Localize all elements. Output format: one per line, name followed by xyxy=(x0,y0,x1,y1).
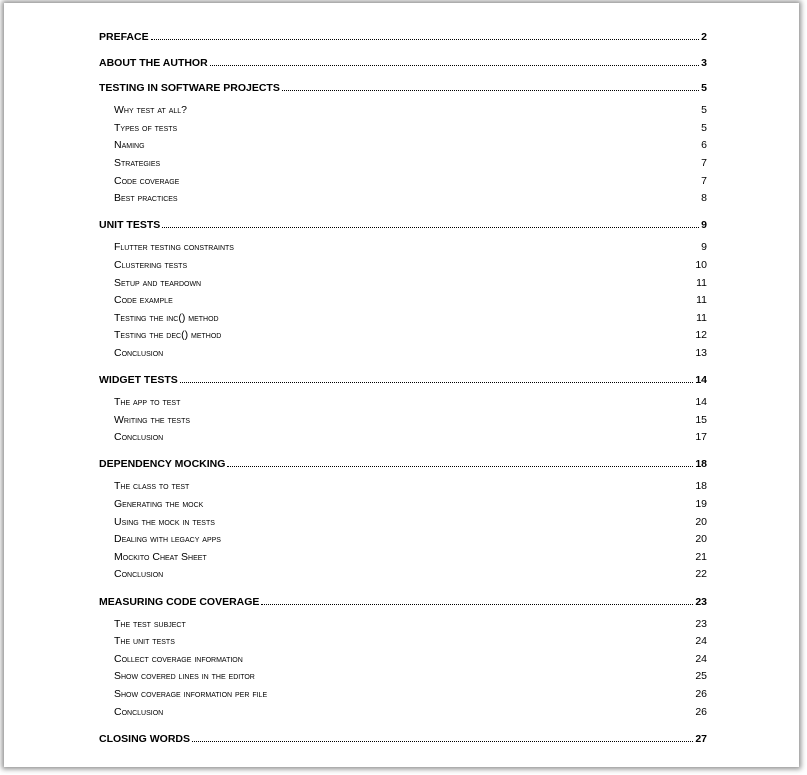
toc-section[interactable] xyxy=(99,155,707,173)
toc-chapter-title: MEASURING CODE COVERAGE xyxy=(99,595,260,608)
toc-section-title: Naming xyxy=(114,139,145,152)
toc-chapter-page-number: 23 xyxy=(695,595,707,608)
toc-section[interactable] xyxy=(99,633,707,651)
toc-section[interactable] xyxy=(99,120,707,138)
toc-chapter-page-number: 14 xyxy=(695,374,707,387)
toc-section[interactable] xyxy=(99,704,707,722)
toc-section[interactable] xyxy=(99,531,707,549)
toc-section[interactable] xyxy=(99,514,707,532)
toc-section[interactable] xyxy=(99,239,707,257)
toc-section-title: Show coverage information per file xyxy=(114,688,268,700)
toc-section-page-number: 9 xyxy=(701,241,707,254)
toc-section-page-number: 18 xyxy=(695,480,707,493)
toc-section-title: Clustering tests xyxy=(114,258,188,271)
toc-section-page-number: 26 xyxy=(695,688,707,700)
toc-section-title: Conclusion xyxy=(114,346,164,359)
document-page xyxy=(4,3,799,767)
toc-chapter-page-number: 18 xyxy=(695,458,707,471)
toc-section-page-number: 6 xyxy=(701,139,707,152)
toc-section-title: Best practices xyxy=(114,192,178,205)
toc-section-page-number: 5 xyxy=(701,104,707,117)
toc-chapter[interactable] xyxy=(99,80,707,96)
toc-dot-leader xyxy=(227,466,693,467)
toc-chapter-page-number: 5 xyxy=(701,82,707,95)
toc-section[interactable] xyxy=(99,429,707,447)
toc-chapter-title: WIDGET TESTS xyxy=(99,374,178,387)
toc-chapter[interactable] xyxy=(99,594,707,610)
toc-section[interactable] xyxy=(99,102,707,120)
toc-section-page-number: 14 xyxy=(695,396,707,409)
toc-section-page-number: 11 xyxy=(696,276,707,289)
toc-section[interactable] xyxy=(99,292,707,310)
toc-chapter[interactable] xyxy=(99,372,707,388)
toc-section[interactable] xyxy=(99,549,707,567)
toc-section-title: Flutter testing constraints xyxy=(114,241,234,254)
toc-section-title: Setup and teardown xyxy=(114,276,202,289)
toc-section[interactable] xyxy=(99,668,707,686)
toc-chapter[interactable] xyxy=(99,29,707,45)
toc-dot-leader xyxy=(162,227,699,228)
toc-section-title: Writing the tests xyxy=(114,413,191,426)
toc-section-title: Conclusion xyxy=(114,705,164,718)
toc-section-page-number: 12 xyxy=(695,329,707,342)
toc-section-title: The test subject xyxy=(114,617,186,630)
toc-chapter-title: UNIT TESTS xyxy=(99,219,161,232)
toc-section-page-number: 8 xyxy=(701,192,707,205)
toc-section-title: Testing the inc() method xyxy=(114,311,219,324)
toc-section-title: Testing the dec() method xyxy=(114,329,222,342)
toc-chapter[interactable] xyxy=(99,456,707,472)
toc-dot-leader xyxy=(210,65,699,66)
toc-section-title: The unit tests xyxy=(114,635,175,648)
toc-section-title: The app to test xyxy=(114,396,181,409)
toc-section[interactable] xyxy=(99,257,707,275)
toc-dot-leader xyxy=(180,382,694,383)
toc-section-title: Why test at all? xyxy=(114,104,187,117)
toc-section-page-number: 5 xyxy=(701,121,707,134)
toc-chapter-page-number: 2 xyxy=(701,31,707,43)
toc-section[interactable] xyxy=(99,566,707,584)
toc-section-page-number: 15 xyxy=(695,413,707,426)
toc-section[interactable] xyxy=(99,478,707,496)
toc-section-page-number: 11 xyxy=(696,294,707,307)
toc-chapter-title: TESTING IN SOFTWARE PROJECTS xyxy=(99,82,280,95)
toc-chapter-title: ABOUT THE AUTHOR xyxy=(99,56,208,69)
toc-chapter-title: DEPENDENCY MOCKING xyxy=(99,458,226,471)
toc-chapter-page-number: 3 xyxy=(701,56,707,69)
toc-section[interactable] xyxy=(99,616,707,634)
toc-section-title: Conclusion xyxy=(114,568,164,581)
toc-dot-leader xyxy=(151,39,700,40)
toc-section-title: Show covered lines in the editor xyxy=(114,670,255,683)
toc-section-title: Code coverage xyxy=(114,174,180,187)
toc-section[interactable] xyxy=(99,327,707,345)
toc-section[interactable] xyxy=(99,173,707,191)
toc-chapter[interactable] xyxy=(99,55,707,71)
toc-section-page-number: 13 xyxy=(695,346,707,359)
toc-section-page-number: 20 xyxy=(695,533,707,546)
toc-section-page-number: 19 xyxy=(695,498,707,511)
toc-section-title: Using the mock in tests xyxy=(114,515,215,528)
toc-section-title: Generating the mock xyxy=(114,498,204,511)
toc-section-page-number: 25 xyxy=(695,670,707,683)
toc-section[interactable] xyxy=(99,345,707,363)
toc-section-page-number: 21 xyxy=(695,550,707,563)
table-of-contents xyxy=(99,29,707,747)
toc-section-title: Types of tests xyxy=(114,121,178,134)
toc-section-title: The class to test xyxy=(114,480,190,493)
toc-section[interactable] xyxy=(99,394,707,412)
toc-section-page-number: 10 xyxy=(695,258,707,271)
toc-chapter-page-number: 9 xyxy=(701,219,707,232)
toc-section-page-number: 26 xyxy=(695,705,707,718)
toc-section-title: Dealing with legacy apps xyxy=(114,533,221,546)
toc-section-title: Code example xyxy=(114,294,173,307)
toc-section-page-number: 22 xyxy=(695,568,707,581)
toc-section-page-number: 11 xyxy=(696,311,707,324)
toc-section-page-number: 20 xyxy=(695,515,707,528)
toc-section[interactable] xyxy=(99,686,707,704)
toc-section-title: Conclusion xyxy=(114,431,164,444)
toc-section[interactable] xyxy=(99,412,707,430)
toc-section[interactable] xyxy=(99,651,707,669)
toc-section-page-number: 17 xyxy=(695,431,707,444)
toc-section-title: Strategies xyxy=(114,156,161,169)
toc-section-page-number: 24 xyxy=(695,635,707,648)
toc-section[interactable] xyxy=(99,496,707,514)
toc-section-page-number: 7 xyxy=(701,156,707,169)
toc-section[interactable] xyxy=(99,310,707,328)
toc-section-page-number: 7 xyxy=(701,174,707,187)
toc-section-title: Mockito Cheat Sheet xyxy=(114,550,207,563)
toc-dot-leader xyxy=(282,90,699,91)
toc-section-title: Collect coverage information xyxy=(114,652,243,665)
toc-chapter[interactable] xyxy=(99,217,707,233)
toc-dot-leader xyxy=(192,741,693,742)
toc-section[interactable] xyxy=(99,137,707,155)
toc-section[interactable] xyxy=(99,275,707,293)
toc-section-page-number: 24 xyxy=(695,652,707,665)
toc-chapter-title: PREFACE xyxy=(99,31,149,43)
toc-section[interactable] xyxy=(99,190,707,208)
toc-dot-leader xyxy=(261,604,693,605)
toc-section-page-number: 23 xyxy=(695,617,707,630)
toc-chapter-page-number: 27 xyxy=(695,732,707,745)
toc-chapter[interactable] xyxy=(99,731,707,747)
toc-chapter-title: CLOSING WORDS xyxy=(99,732,190,745)
